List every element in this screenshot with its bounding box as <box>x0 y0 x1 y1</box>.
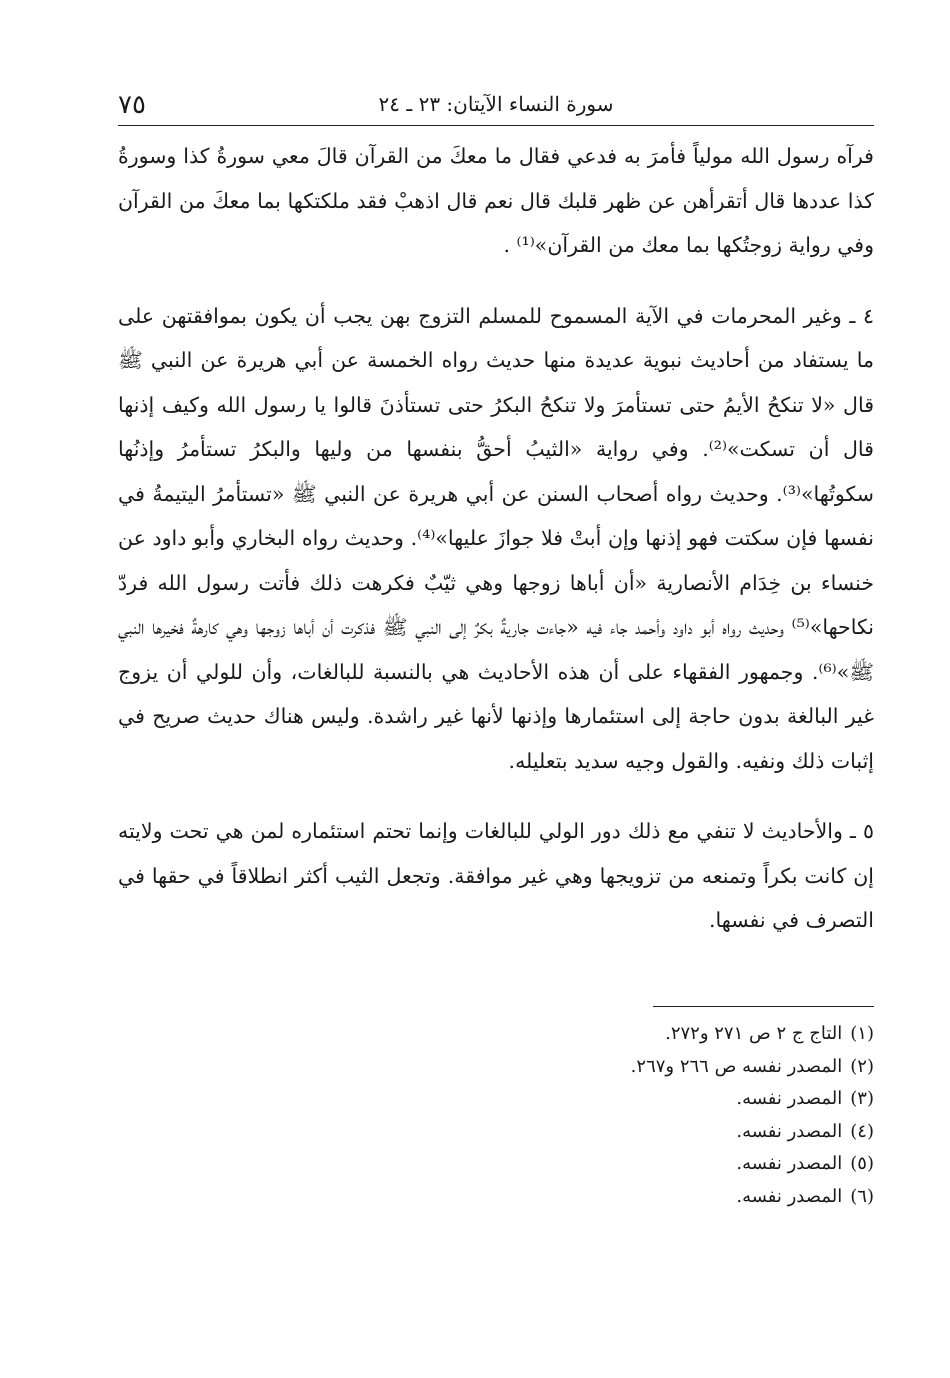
footnote-text: المصدر نفسه ص ٢٦٦ و٢٦٧. <box>630 1055 843 1077</box>
footnote-text: المصدر نفسه. <box>736 1120 843 1142</box>
footnote-number: (٤) <box>850 1120 874 1142</box>
footnotes <box>118 1018 874 1213</box>
footnote-number: (٢) <box>850 1055 874 1077</box>
paragraph-4: ٤ ـ وغير المحرمات في الآية المسموح للمسلم التزوج بهن يجب أن يكون بموافقتهن على ما يستفاد من أحاديث نبوية عديدة منها حديث رواه الخمسة عن أبي هريرة عن النبي ﷺ قال «لا تنكحُ الأيمُ حتى تستأمرَ ولا تنكحُ البكرُ حتى تستأذنَ قالوا يا رسول الله وكيف إذنها قال أن تسكت»⁽²⁾. وفي رواية «الثيبُ أحقُّ بنفسها من وليها والبكرُ تستأمرُ وإذنُها سكوتُها»⁽³⁾. وحديث رواه أصحاب السنن عن أبي هريرة عن النبي ﷺ «تستأمرُ اليتيمةُ في نفسها فإن سكتت فهو إذنها وإن أبتْ فلا جوازَ عليها»⁽⁴⁾. وحديث رواه البخاري وأبو داود عن خنساء بن خِدَام الأنصارية «أن أباها زوجها وهي ثيّبٌ فكرهت ذلك فأتت رسول الله فردّ نكاحها»⁽⁵⁾ وحديث رواه أبو داود وأحمد جاء فيه «جاءت جاريةٌ بكرٌ إلى النبي ﷺ فذكرت أن أباها زوجها وهي كارهةٌ فخيرها النبي ﷺ»⁽⁶⁾. وجمهور الفقهاء على أن هذه الأحاديث هي بالنسبة للبالغات، وأن للولي أن يزوج غير البالغة بدون حاجة إلى استئمارها وإذنها لأنها غير راشدة. وليس هناك حديث صريح في إثبات ذلك ونفيه. والقول وجيه سديد بتعليله. <box>118 303 875 773</box>
footnote-text: المصدر نفسه. <box>736 1185 843 1207</box>
footnote-item <box>118 1148 874 1181</box>
footnote-item <box>118 1181 874 1214</box>
paragraph-5: ٥ ـ والأحاديث لا تنفي مع ذلك دور الولي للبالغات وإنما تحتم استئماره لمن هي تحت ولايته إن كانت بكراً وتمنعه من تزويجها وهي غير موافقة. وتجعل الثيب أكثر انطلاقاً في حقها في التصرف في نفسها. <box>118 819 874 932</box>
footnote-item <box>118 1051 874 1084</box>
running-title: سورة النساء الآيتان: ٢٣ ـ ٢٤ <box>378 92 614 116</box>
header-divider <box>118 125 874 126</box>
footnote-text: المصدر نفسه. <box>736 1088 843 1109</box>
page-number: ٧٥ <box>118 90 146 120</box>
paragraph-continuation: فرآه رسول الله مولياً فأمرَ به فدعي فقال ما معكَ من القرآن قالَ معي سورةُ كذا وسورةُ كذا عددها قال أتقرأهن عن ظهر قلبك قال نعم قال اذهبْ فقد ملكتكها بما معكَ من القرآن وفي رواية زوجتُكها بما معك من القرآن»⁽¹⁾ . <box>118 144 874 257</box>
page-header <box>118 84 874 124</box>
footnote-item <box>118 1083 874 1116</box>
footnote-number: (٥) <box>850 1153 874 1174</box>
footnote-divider <box>653 1006 874 1007</box>
footnote-item <box>118 1116 874 1149</box>
footnote-text: التاج ج ٢ ص ٢٧١ و٢٧٢. <box>665 1023 843 1044</box>
footnote-number: (١) <box>850 1023 874 1044</box>
footnote-text: المصدر نفسه. <box>736 1153 843 1174</box>
main-text <box>118 134 874 943</box>
footnote-number: (٦) <box>850 1185 874 1207</box>
footnote-number: (٣) <box>850 1088 874 1109</box>
footnote-item <box>118 1018 874 1051</box>
